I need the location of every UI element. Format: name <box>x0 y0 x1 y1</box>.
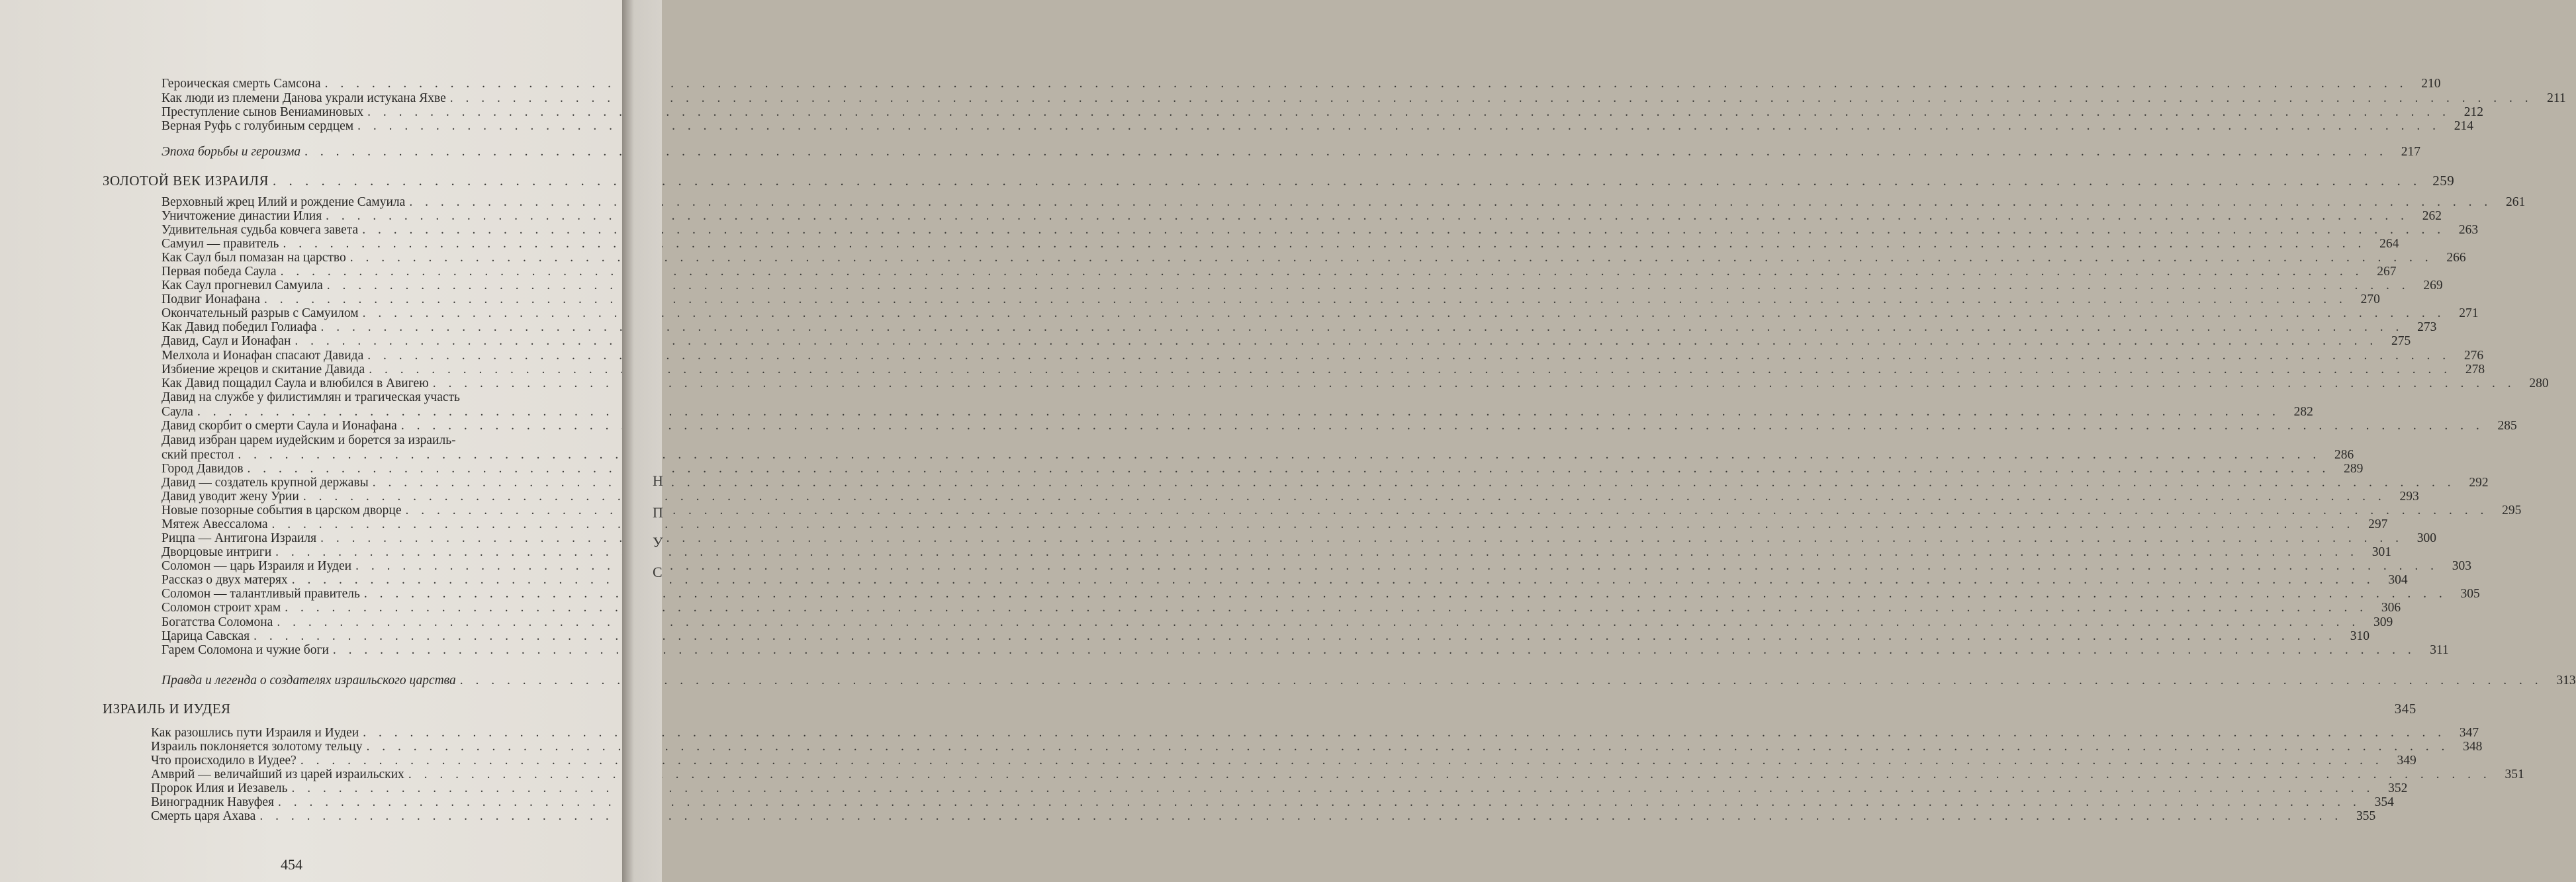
leader-dots <box>285 601 2368 615</box>
leader-dots <box>355 559 2438 574</box>
leader-dots <box>283 237 2366 251</box>
toc-entry <box>161 476 2489 490</box>
leader-dots <box>401 419 2484 433</box>
toc-entry <box>161 643 2449 658</box>
toc-entry-title: Новые позорные события в царском дворце <box>161 504 402 517</box>
toc-entry-title: Самуил — правитель <box>161 237 279 251</box>
toc-entry-title: Подвиг Ионафана <box>161 292 261 306</box>
leader-dots <box>367 105 2450 120</box>
leader-dots <box>259 809 2342 824</box>
toc-entry <box>161 462 2364 476</box>
leader-dots <box>281 265 2364 279</box>
toc-entry-title: Соломон строит храм <box>161 601 281 615</box>
toc-entry-page: 214 <box>2454 119 2473 133</box>
toc-entry-page: 289 <box>2344 462 2364 476</box>
toc-entry-page: 313 <box>2556 674 2576 687</box>
toc-entry-page: 300 <box>2416 531 2436 545</box>
toc-entry-page: 351 <box>2505 768 2524 781</box>
toc-entry <box>161 376 2549 391</box>
toc-entry-title: Соломон — царь Израиля и Иудеи <box>161 559 352 573</box>
toc-entry <box>151 768 2524 782</box>
toc-entry-title: Как Саул был помазан на царство <box>161 251 346 265</box>
toc-entry-title: Верная Руфь с голубиным сердцем <box>161 119 354 133</box>
toc-entry-title: Давид — создатель крупной державы <box>161 476 369 490</box>
toc-entry <box>161 119 2473 134</box>
toc-entry-title: Израиль поклоняется золотому тельцу <box>151 740 363 754</box>
toc-entry-title: Что происходило в Иудее? <box>151 754 297 768</box>
toc-entry-page: 210 <box>2421 77 2441 91</box>
leader-dots <box>433 376 2516 391</box>
toc-entry-title: Давид скорбит о смерти Саула и Ионафана <box>161 419 397 433</box>
toc-entry-title: Как люди из племени Данова украли истукана Яхве <box>161 91 446 105</box>
toc-entry <box>161 517 2388 532</box>
leader-dots <box>350 251 2433 265</box>
toc-entry <box>161 405 2313 419</box>
toc-entry-page: 352 <box>2388 781 2408 795</box>
toc-entry <box>151 809 2376 824</box>
leader-dots <box>248 462 2330 476</box>
toc-entry-page: 275 <box>2391 334 2411 348</box>
toc-entry-title: Царица Савская <box>161 629 250 643</box>
facing-page-letter: У <box>653 534 663 551</box>
toc-entry-title: Уничтожение династии Илия <box>161 209 322 223</box>
toc-entry-title: Дворцовые интриги <box>161 545 272 559</box>
leader-dots <box>357 119 2440 134</box>
toc-entry-title: Рицпа — Антигона Израиля <box>161 531 317 545</box>
toc-entry-page: 266 <box>2446 251 2466 265</box>
section-heading <box>103 173 2455 189</box>
toc-entry <box>161 559 2471 574</box>
toc-entry-title: Окончательный разрыв с Самуилом <box>161 306 359 320</box>
toc-entry-title: Как Давид пощадил Саула и влюбился в Авигею <box>161 376 429 390</box>
toc-entry-title: Мятеж Авессалома <box>161 517 268 531</box>
toc-entry <box>161 195 2526 210</box>
toc-entry-title: Удивительная судьба ковчега завета <box>161 223 359 237</box>
toc-entry-page: 263 <box>2458 223 2479 237</box>
toc-entry-page: 310 <box>2350 629 2369 643</box>
leader-dots <box>409 195 2492 210</box>
toc-entry <box>161 320 2437 335</box>
toc-entry <box>161 504 2522 518</box>
toc-entry <box>161 334 2411 349</box>
toc-entry <box>161 490 2419 504</box>
toc-entry-page: 262 <box>2422 209 2442 223</box>
toc-entry-page: 349 <box>2397 754 2416 768</box>
leader-dots <box>197 405 2280 419</box>
facing-page-letter: Н <box>653 472 663 489</box>
toc-entry-title: Правда и легенда о создателях израильского царства <box>161 674 456 687</box>
toc-entry <box>161 91 2566 106</box>
toc-entry-title: Мелхола и Ионафан спасают Давида <box>161 349 364 363</box>
toc-entry-page: 269 <box>2423 279 2443 292</box>
toc-entry-title: Эпоха борьбы и героизма <box>161 145 301 159</box>
toc-entry-page: 295 <box>2502 504 2522 517</box>
facing-page-edge <box>622 0 662 882</box>
toc-entry <box>161 615 2393 630</box>
section-page: 259 <box>2432 173 2455 189</box>
page-number: 454 <box>281 856 302 873</box>
leader-dots <box>273 173 2421 188</box>
toc-entry <box>161 573 2408 588</box>
toc-entry-page: 347 <box>2459 726 2479 740</box>
leader-dots <box>363 726 2446 740</box>
leader-dots <box>275 545 2358 560</box>
toc-entry-page: 267 <box>2377 265 2397 279</box>
toc-entry-page: 297 <box>2368 517 2388 531</box>
toc-entry-title: Амврий — величайший из царей израильских <box>151 768 404 781</box>
leader-dots <box>295 334 2377 349</box>
toc-entry-title: Давид, Саул и Ионафан <box>161 334 291 348</box>
toc-entry-page: 261 <box>2505 195 2526 209</box>
toc-entry <box>161 209 2442 224</box>
facing-page-letter: П <box>653 504 663 521</box>
toc-entry-title-line1: Давид избран царем иудейским и борется за израиль- <box>161 433 456 447</box>
leader-dots <box>362 223 2445 238</box>
toc-entry-title: Гарем Соломона и чужие боги <box>161 643 329 657</box>
leader-dots <box>304 145 2387 159</box>
toc-entry-page: 354 <box>2374 795 2394 809</box>
section-page: 345 <box>2394 701 2416 717</box>
toc-entry-title: Как Саул прогневил Самуила <box>161 279 323 292</box>
toc-entry <box>161 349 2484 363</box>
toc-entry <box>161 105 2483 120</box>
toc-entry-title: Город Давидов <box>161 462 244 476</box>
toc-entry-title: Смерть царя Ахава <box>151 809 256 823</box>
leader-dots <box>373 476 2456 490</box>
toc-entry-title-line1: Давид на службе у филистимлян и трагическая участь <box>161 390 460 404</box>
toc-entry <box>151 740 2483 754</box>
toc-entry <box>151 795 2394 810</box>
toc-entry-page: 304 <box>2388 573 2408 587</box>
toc-entry-page: 293 <box>2399 490 2419 504</box>
toc-entry <box>151 726 2479 740</box>
toc-entry-title: Соломон — талантливый правитель <box>161 587 360 601</box>
toc-entry-page: 273 <box>2417 320 2437 334</box>
toc-entry <box>161 265 2397 279</box>
toc-entry-page: 217 <box>2401 145 2421 159</box>
toc-entry-page: 355 <box>2356 809 2376 823</box>
leader-dots <box>238 448 2321 463</box>
leader-dots <box>264 292 2347 307</box>
leader-dots <box>253 629 2336 644</box>
leader-dots <box>450 91 2533 106</box>
toc-entry <box>161 237 2399 251</box>
toc-entry <box>161 279 2443 293</box>
toc-entry <box>161 223 2479 238</box>
toc-entry-page: 286 <box>2334 448 2354 462</box>
essay-entry <box>161 145 2421 159</box>
toc-entry-title: Богатства Соломона <box>161 615 273 629</box>
toc-entry-page: 292 <box>2469 476 2489 490</box>
toc-entry-page: 280 <box>2529 376 2549 390</box>
toc-entry-page: 211 <box>2547 91 2566 105</box>
leader-dots <box>369 363 2452 377</box>
leader-dots <box>303 490 2386 504</box>
toc-entry <box>161 531 2436 546</box>
toc-entry-page: 212 <box>2463 105 2483 119</box>
toc-entry-title: Первая победа Саула <box>161 265 277 279</box>
toc-entry-page: 306 <box>2381 601 2401 615</box>
toc-entry <box>161 601 2401 615</box>
toc-entry-page: 285 <box>2497 419 2517 433</box>
toc-entry <box>161 77 2441 91</box>
section-title: ЗОЛОТОЙ ВЕК ИЗРАИЛЯ <box>103 173 269 189</box>
toc-entry-title: Героическая смерть Самсона <box>161 77 321 91</box>
toc-entry-page: 303 <box>2452 559 2471 573</box>
toc-entry-title: Пророк Илия и Иезавель <box>151 781 288 795</box>
toc-entry-title-line2: Саула <box>161 405 193 419</box>
toc-entry-page: 301 <box>2371 545 2392 559</box>
toc-entry <box>161 292 2380 307</box>
toc-entry-page: 282 <box>2293 405 2313 419</box>
toc-entry <box>161 251 2466 265</box>
toc-entry-page: 305 <box>2460 587 2480 601</box>
leader-dots <box>300 754 2383 768</box>
leader-dots <box>366 740 2449 754</box>
toc-entry-title: Избиение жрецов и скитание Давида <box>161 363 365 376</box>
toc-entry-title: Как разошлись пути Израиля и Иудеи <box>151 726 359 740</box>
toc-entry <box>151 754 2416 768</box>
toc-entry-page: 278 <box>2465 363 2485 376</box>
toc-entry-title: Преступление сынов Вениаминовых <box>161 105 364 119</box>
leader-dots <box>363 306 2446 321</box>
leader-dots <box>408 768 2491 782</box>
toc-entry-page: 348 <box>2463 740 2483 754</box>
leader-dots <box>292 781 2375 796</box>
toc-entry-page: 311 <box>2430 643 2449 657</box>
toc-entry <box>151 781 2408 796</box>
toc-entry-page: 270 <box>2360 292 2380 306</box>
facing-page-letter: С <box>653 564 663 580</box>
leader-dots <box>364 587 2447 601</box>
leader-dots <box>272 517 2355 532</box>
toc-entry <box>161 363 2485 377</box>
leader-dots <box>367 349 2450 363</box>
toc-entry <box>161 545 2392 560</box>
essay-entry <box>161 674 2576 688</box>
toc-entry <box>161 448 2354 463</box>
toc-entry-title: Давид уводит жену Урии <box>161 490 299 504</box>
section-title: ИЗРАИЛЬ И ИУДЕЯ <box>103 701 231 717</box>
toc-entry-page: 276 <box>2463 349 2484 363</box>
toc-entry-page: 309 <box>2373 615 2393 629</box>
leader-dots <box>277 615 2360 630</box>
toc-entry <box>161 419 2517 433</box>
leader-dots <box>278 795 2361 810</box>
toc-entry-page: 271 <box>2459 306 2479 320</box>
leader-dots <box>292 573 2375 588</box>
toc-entry <box>161 587 2480 601</box>
leader-dots <box>460 674 2543 688</box>
toc-entry-page: 264 <box>2379 237 2399 251</box>
toc-entry-title: Виноградник Навуфея <box>151 795 274 809</box>
toc-entry <box>161 629 2369 644</box>
toc-entry-title: Рассказ о двух матерях <box>161 573 288 587</box>
toc-entry-title: Верховный жрец Илий и рождение Самуила <box>161 195 406 209</box>
toc-entry-title: Как Давид победил Голиафа <box>161 320 317 334</box>
toc-entry-title-line2: ский престол <box>161 448 234 462</box>
leader-dots <box>405 504 2488 518</box>
section-heading <box>103 701 2416 717</box>
toc-entry <box>161 306 2479 321</box>
